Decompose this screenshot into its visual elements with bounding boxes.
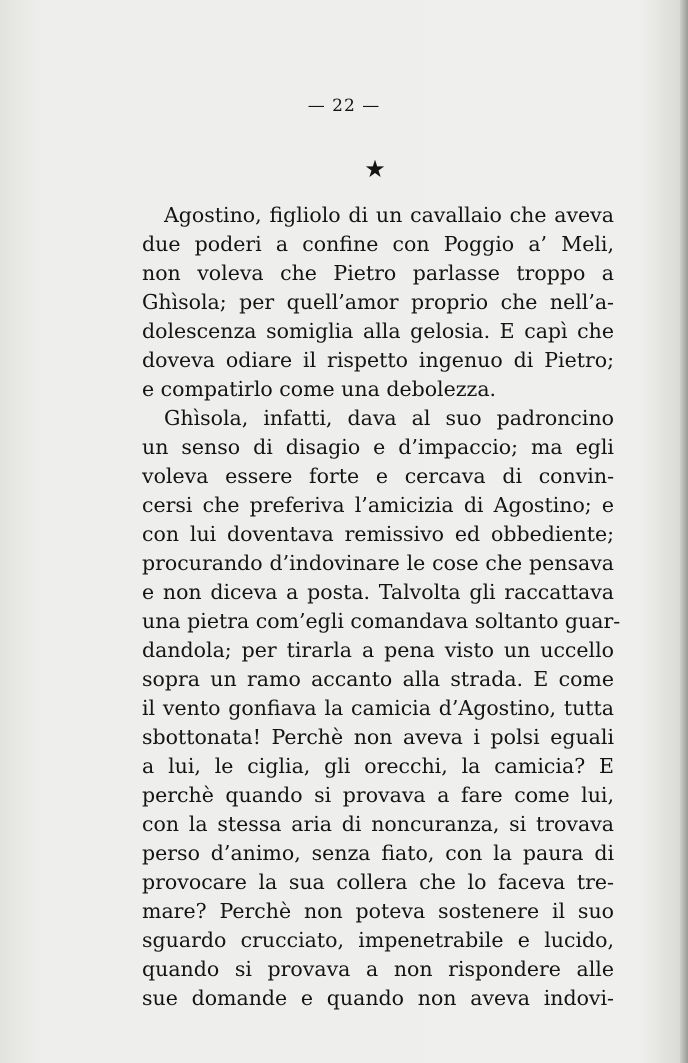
- text-line: mare? Perchè non poteva sostenere il suo: [142, 899, 614, 923]
- text-line: sue domande e quando non aveva indovi-: [142, 986, 614, 1010]
- text-line: una pietra com’egli comandava soltanto guar-: [142, 609, 621, 633]
- text-line: con lui doventava remissivo ed obbediente;: [142, 522, 614, 546]
- text-line: sguardo crucciato, impenetrabile e lucido,: [142, 928, 614, 952]
- text-line: sbottonata! Perchè non aveva i polsi eguali: [142, 725, 614, 749]
- text-line: perchè quando si provava a fare come lui,: [142, 783, 614, 807]
- text-line: perso d’animo, senza fiato, con la paura di: [142, 841, 614, 865]
- text-line: con la stessa aria di noncuranza, si trovava: [142, 812, 614, 836]
- text-line: Ghìsola, infatti, dava al suo padroncino: [164, 406, 614, 430]
- text-line: sopra un ramo accanto alla strada. E come: [142, 667, 614, 691]
- star-ornament-icon: ★: [364, 155, 386, 183]
- text-line: dolescenza somiglia alla gelosia. E capì che: [142, 319, 614, 343]
- page-number: — 22 —: [307, 96, 381, 116]
- text-line: Ghìsola; per quell’amor proprio che nell’a-: [142, 290, 614, 314]
- body-text: [142, 201, 621, 1013]
- text-line: e non diceva a posta. Talvolta gli raccattava: [142, 580, 614, 604]
- text-line: un senso di disagio e d’impaccio; ma egli: [142, 435, 614, 459]
- text-line: dandola; per tirarla a pena visto un uccello: [142, 638, 614, 662]
- text-line: non voleva che Pietro parlasse troppo a: [142, 261, 614, 285]
- text-line: doveva odiare il rispetto ingenuo di Pietro;: [142, 348, 614, 372]
- text-line: voleva essere forte e cercava di convin-: [142, 464, 614, 488]
- text-line: a lui, le ciglia, gli orecchi, la camicia? E: [142, 754, 614, 778]
- text-line: provocare la sua collera che lo faceva tre-: [142, 870, 614, 894]
- text-line: Agostino, figliolo di un cavallaio che aveva: [164, 203, 614, 227]
- text-line: e compatirlo come una debolezza.: [142, 377, 497, 401]
- text-line: procurando d’indovinare le cose che pensava: [142, 551, 614, 575]
- text-line: due poderi a confine con Poggio a’ Meli,: [142, 232, 614, 256]
- text-line: il vento gonfiava la camicia d’Agostino, tutta: [142, 696, 614, 720]
- text-line: quando si provava a non rispondere alle: [142, 957, 614, 981]
- text-line: cersi che preferiva l’amicizia di Agostino; e: [142, 493, 614, 517]
